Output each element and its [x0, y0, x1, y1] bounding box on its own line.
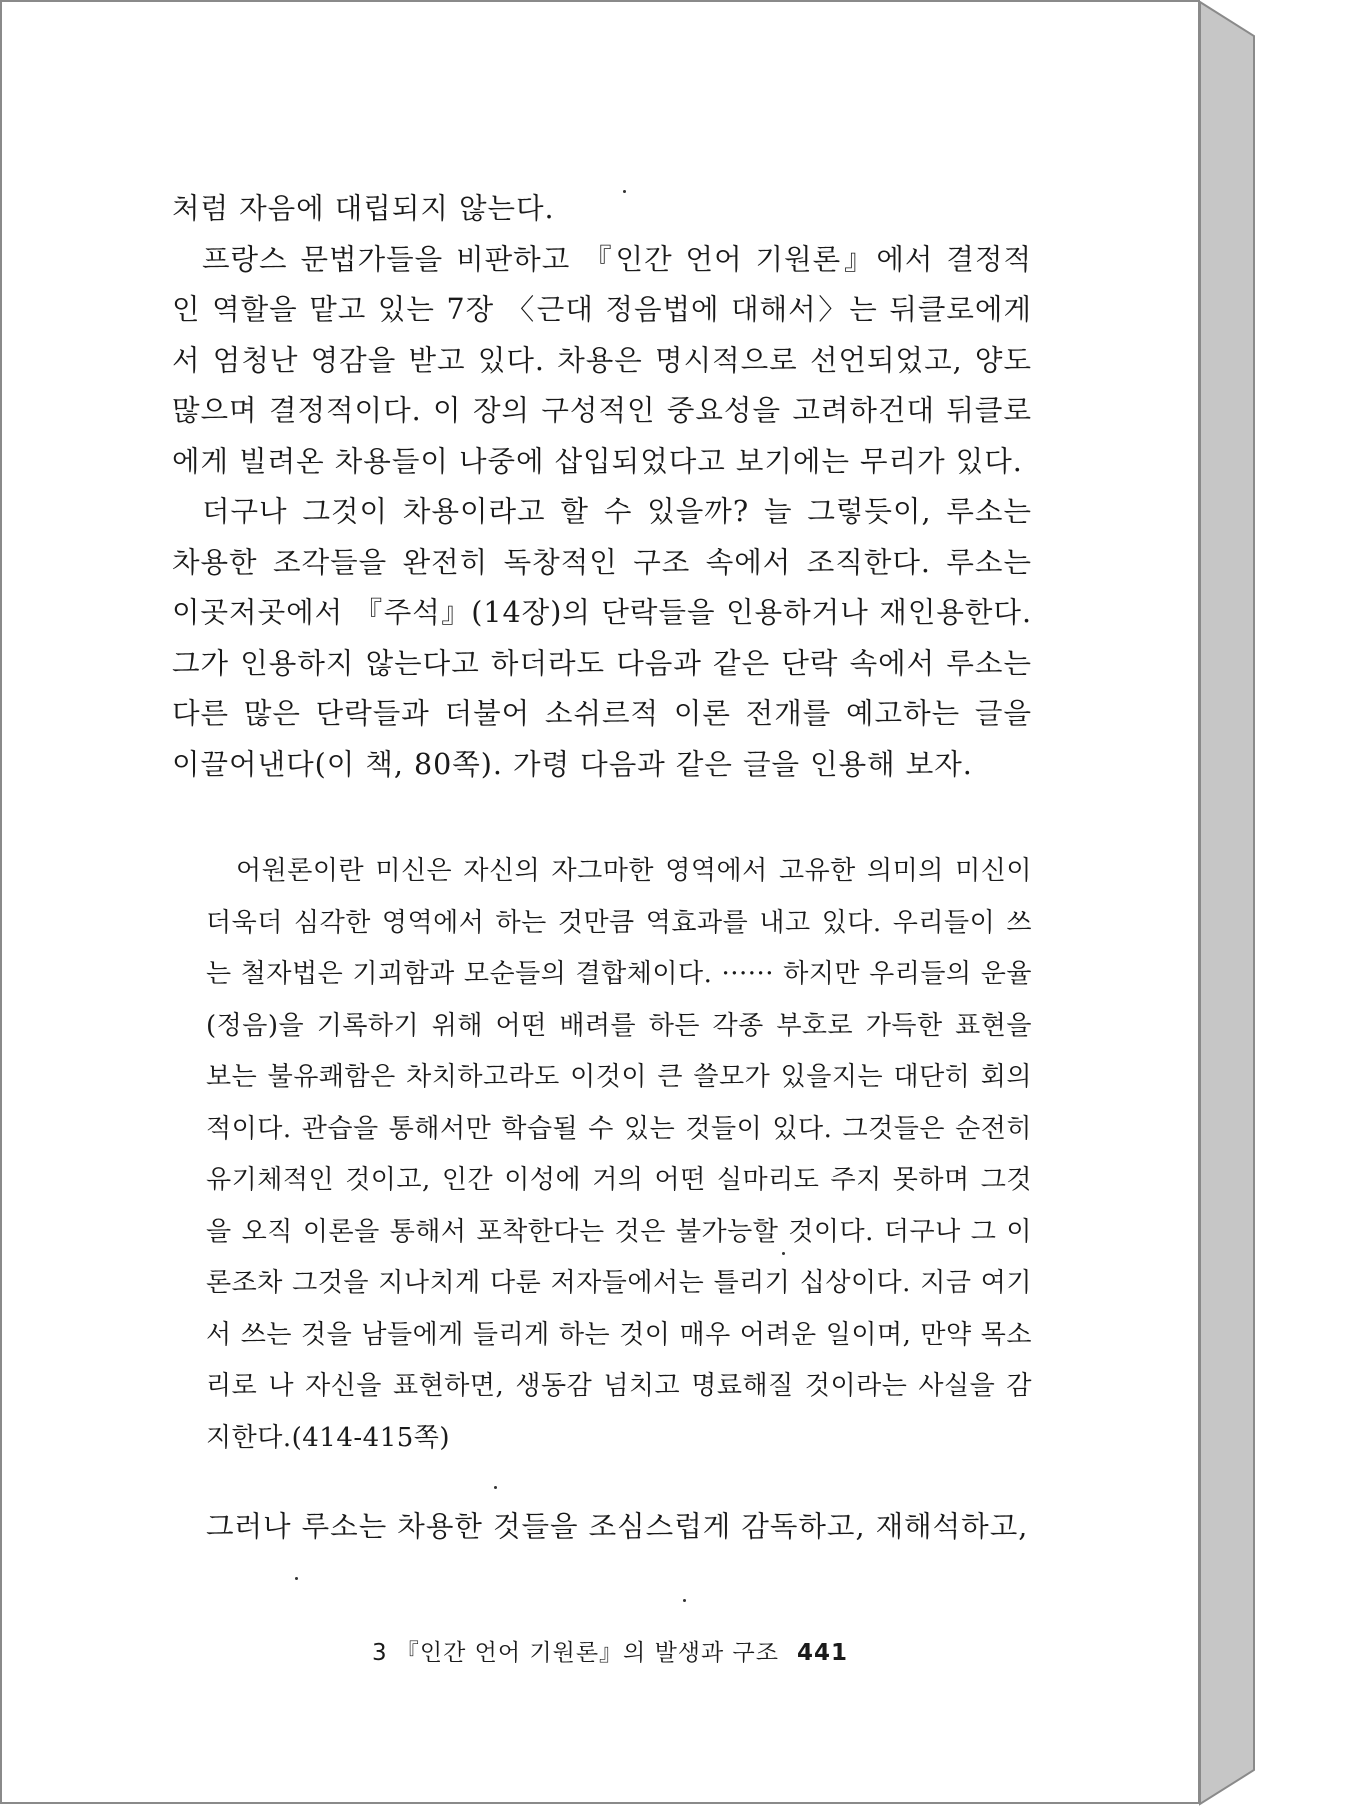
paragraph: 더구나 그것이 차용이라고 할 수 있을까? 늘 그렇듯이, 루소는 차용한 조각들을 완전히 독창적인 구조 속에서 조직한다. 루소는 이곳저곳에서 『주석』(14장)의 단락들을 인용하거나 재인용한다. 그가 인용하지 않는다고 하더라도 다음과 같은 단락 속에서 루소는 다른 많은 단락들과 더불어 소쉬르적 이론 전개를 예고하는 글을 이끌어낸다(이 책, 80쪽). 가령 다음과 같은 글을 인용해 보자. [172, 495, 1032, 781]
quote-text: 어원론이란 미신은 자신의 자그마한 영역에서 고유한 의미의 미신이 더욱더 심각한 영역에서 하는 것만큼 역효과를 내고 있다. 우리들이 쓰는 철자법은 기괴함과 모순들의 결합체이다. ······ 하지만 우리들의 운율(정음)을 기록하기 위해 어떤 배려를 하든 각종 부호로 가득한 표현을 보는 불유쾌함은 차치하고라도 이것이 큰 쓸모가 있을지는 대단히 회의적이다. 관습을 통해서만 학습될 수 있는 것들이 있다. 그것들은 순전히 유기체적인 것이고, 인간 이성에 거의 어떤 실마리도 주지 못하며 그것을 오직 이론을 통해서 포착한다는 것은 불가능할 것이다. 더구나 그 이론조차 그것을 지나치게 다룬 저자들에서는 틀리기 십상이다. 지금 여기서 쓰는 것을 남들에게 들리게 하는 것이 매우 어려운 일이며, 만약 목소리로 나 자신을 표현하면, 생동감 넘치고 명료해질 것이라는 사실을 감지한다.(414-415쪽) [206, 856, 1032, 1453]
paragraph-continuation: 처럼 자음에 대립되지 않는다. [172, 192, 555, 225]
speck [782, 1252, 785, 1255]
page-number: 441 [796, 1640, 848, 1666]
speck [623, 190, 626, 193]
speck [683, 1599, 686, 1602]
main-text [172, 184, 1032, 790]
book-edge [1198, 0, 1256, 1806]
paragraph: 프랑스 문법가들을 비판하고 『인간 언어 기원론』에서 결정적인 역할을 맡고 있는 7장 〈근대 정음법에 대해서〉는 뒤클로에게서 엄청난 영감을 받고 있다. 차용은 명시적으로 선언되었고, 양도 많으며 결정적이다. 이 장의 구성적인 중요성을 고려하건대 뒤클로에게 빌려온 차용들이 나중에 삽입되었다고 보기에는 무리가 있다. [172, 242, 1032, 478]
speck [295, 1577, 298, 1580]
running-head: 3 『인간 언어 기원론』의 발생과 구조 [371, 1640, 779, 1666]
closing-line: 그러나 루소는 차용한 것들을 조심스럽게 감독하고, 재해석하고, [206, 1510, 1029, 1543]
page-footer [372, 1634, 848, 1667]
block-quote [206, 846, 1032, 1464]
speck [494, 1486, 497, 1489]
